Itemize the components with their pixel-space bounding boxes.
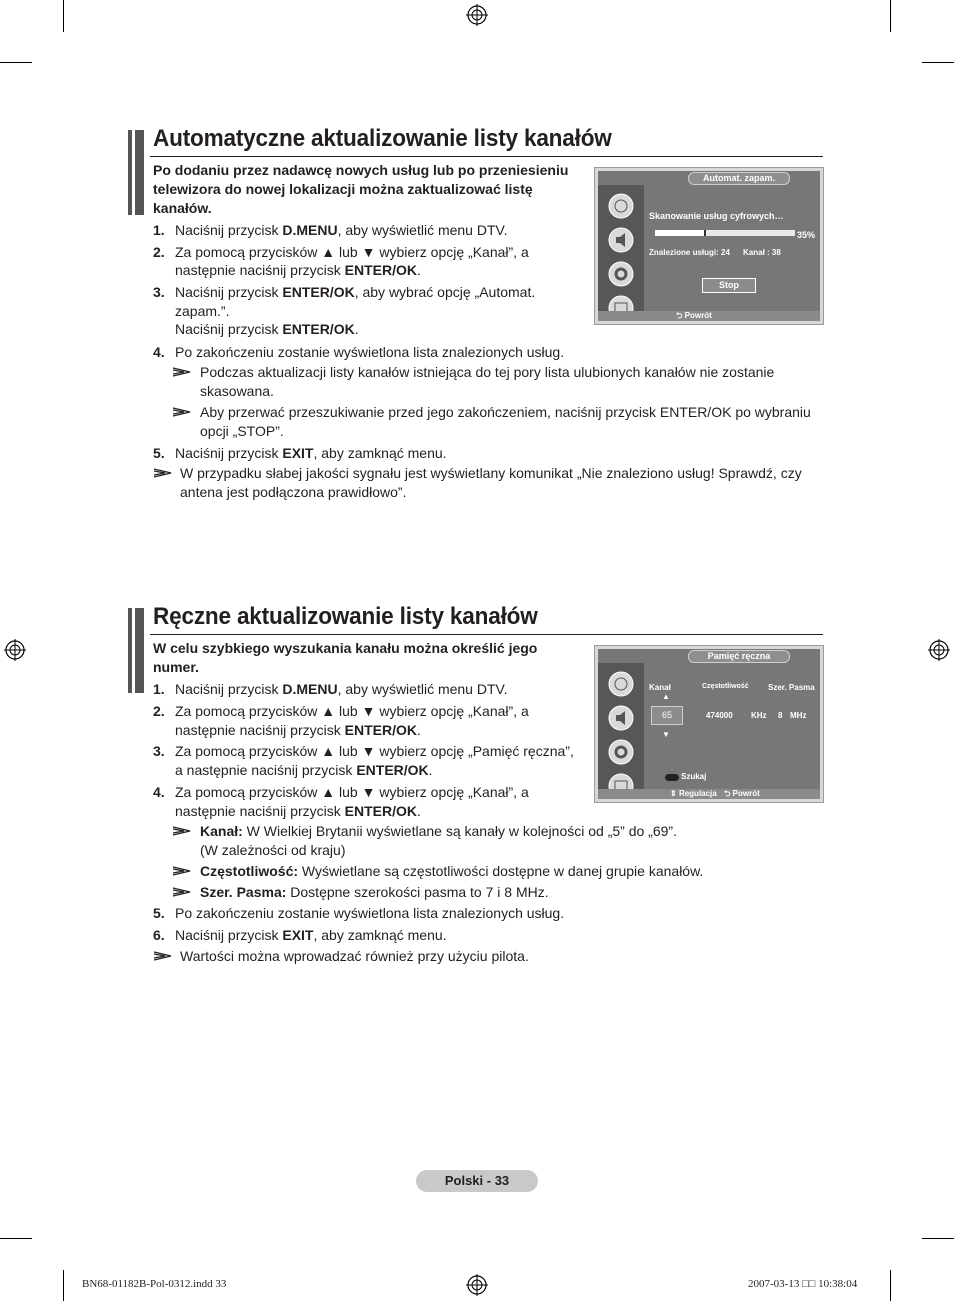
step-text: Naciśnij przycisk EXIT, aby zamknąć menu. [175,445,447,461]
intro-text: kanałów. [153,200,212,216]
osd-frequency-value: 474000 [706,711,733,720]
note-text: Wartości można wprowadzać również przy użyciu pilota. [180,948,529,964]
note-text: Częstotliwość: Wyświetlane są częstotliwości dostępne w danej grupie kanałów. [200,863,704,879]
intro-text: Po dodaniu przez nadawcę nowych usług lub po przeniesieniu [153,162,569,178]
step-number: 5. [153,445,165,461]
file-slug: BN68-01182B-Pol-0312.indd 33 [82,1278,227,1290]
picture-icon[interactable] [606,669,636,699]
osd-footer [598,311,820,321]
intro-text: telewizora do nowej lokalizacji można zaktualizować listę [153,181,533,197]
crop-mark [922,62,954,63]
osd-khz-unit: KHz [751,711,767,720]
step-text: Za pomocą przycisków ▲ lub ▼ wybierz opcję „Kanał”, a [175,784,529,800]
picture-icon[interactable] [606,191,636,221]
page-number: Polski - 33 [416,1170,538,1192]
note-arrow-icon [172,366,192,378]
crop-mark [890,0,891,32]
setup-gear-icon[interactable] [606,259,636,289]
note-text: Kanał: W Wielkiej Brytanii wyświetlane są kanały w kolejności od „5” do „69”. [200,823,677,839]
step-number: 1. [153,681,165,697]
note-arrow-icon [172,825,192,837]
note-arrow-icon [153,467,173,479]
step-number: 1. [153,222,165,238]
step-text: Za pomocą przycisków ▲ lub ▼ wybierz opcję „Pamięć ręczna”, [175,743,574,759]
step-number: 2. [153,703,165,719]
step-text: zapam.”. [175,303,230,319]
osd-mhz-unit: MHz [790,711,807,720]
osd-progress-percent: 35% [797,230,816,240]
section-marker [135,608,144,693]
crop-mark [63,1270,64,1301]
osd-progress-fill [655,230,706,236]
osd-sidebar [598,185,644,311]
osd-auto-store [594,167,824,325]
section-rule [150,156,823,157]
osd-channel-field[interactable]: 65 [651,706,683,725]
red-button-icon[interactable] [665,774,679,781]
section-marker [128,130,132,215]
step-number: 4. [153,344,165,360]
registration-mark-icon [466,1274,488,1296]
note-text: W przypadku słabej jakości sygnału jest wyświetlany komunikat „Nie znaleziono usług! Sprawdź, czy [180,465,802,481]
registration-mark-icon [928,639,950,661]
osd-col-channel: Kanał [649,683,671,692]
osd-back-hint: ⮌ Powrót [724,789,760,798]
crop-mark [0,1238,32,1239]
step-number: 6. [153,927,165,943]
updown-icon: ⇕ [670,789,679,798]
step-number: 4. [153,784,165,800]
crop-mark [63,0,64,32]
up-arrow-icon[interactable]: ▲ [662,692,670,701]
section-title: Automatyczne aktualizowanie listy kanałów [153,125,612,152]
step-text: Naciśnij przycisk D.MENU, aby wyświetlić menu DTV. [175,681,508,697]
osd-tab-title: Pamięć ręczna [688,650,790,663]
step-text: Za pomocą przycisków ▲ lub ▼ wybierz opcję „Kanał”, a [175,703,529,719]
step-text: Naciśnij przycisk D.MENU, aby wyświetlić menu DTV. [175,222,508,238]
step-text: następnie naciśnij przycisk ENTER/OK. [175,262,421,278]
date-slug: 2007-03-13 □□ 10:38:04 [748,1278,858,1290]
section-marker [128,608,132,693]
step-number: 3. [153,284,165,300]
step-text: Naciśnij przycisk ENTER/OK, aby wybrać opcję „Automat. [175,284,536,300]
step-text: następnie naciśnij przycisk ENTER/OK. [175,722,421,738]
step-text: Za pomocą przycisków ▲ lub ▼ wybierz opcję „Kanał”, a [175,244,529,260]
osd-found-services: Znalezione usługi: 24 [649,248,730,257]
osd-progress-bar [655,230,795,236]
registration-mark-icon [4,639,26,661]
osd-channel-value: Kanał : 38 [743,248,781,257]
note-text: Aby przerwać przeszukiwanie przed jego zakończeniem, naciśnij przycisk ENTER/OK po wybraniu [200,404,811,420]
step-number: 5. [153,905,165,921]
note-arrow-icon [172,865,192,877]
osd-adjust-hint: ⇕ Regulacja [670,789,717,798]
osd-sidebar [598,663,644,789]
osd-stop-button[interactable]: Stop [702,278,756,293]
note-text: antena jest podłączona prawidłowo”. [180,484,407,500]
crop-mark [922,1238,954,1239]
osd-back-hint: ⮌ Powrót [676,311,712,320]
osd-col-frequency: Częstotliwość [702,683,749,690]
osd-manual-store [594,645,824,803]
sound-icon[interactable] [606,703,636,733]
note-text: skasowana. [200,383,274,399]
step-text: Po zakończeniu zostanie wyświetlona lista znalezionych usług. [175,905,565,921]
osd-search-label[interactable]: Szukaj [681,772,707,781]
osd-col-bandwidth: Szer. Pasma [768,683,815,692]
sound-icon[interactable] [606,225,636,255]
down-arrow-icon[interactable]: ▼ [662,730,670,739]
step-number: 3. [153,743,165,759]
crop-mark [0,62,32,63]
section-title: Ręczne aktualizowanie listy kanałów [153,603,538,630]
osd-bandwidth-value: 8 [778,711,783,720]
note-text: Szer. Pasma: Dostępne szerokości pasma to 7 i 8 MHz. [200,884,549,900]
note-text: opcji „STOP”. [200,423,284,439]
osd-scan-text: Skanowanie usług cyfrowych… [649,211,784,221]
step-text: Naciśnij przycisk EXIT, aby zamknąć menu. [175,927,447,943]
note-arrow-icon [153,950,173,962]
setup-gear-icon[interactable] [606,737,636,767]
note-arrow-icon [172,406,192,418]
step-text: a następnie naciśnij przycisk ENTER/OK. [175,762,433,778]
crop-mark [890,1270,891,1301]
return-icon: ⮌ [724,789,733,798]
note-arrow-icon [172,886,192,898]
intro-text: numer. [153,659,199,675]
section-marker [135,130,144,215]
step-number: 2. [153,244,165,260]
note-text: (W zależności od kraju) [200,842,346,858]
note-text: Podczas aktualizacji listy kanałów istniejąca do tej pory lista ulubionych kanałów nie zostanie [200,364,775,380]
osd-tab-title: Automat. zapam. [688,172,790,185]
section-rule [150,634,823,635]
step-text: Po zakończeniu zostanie wyświetlona lista znalezionych usług. [175,344,565,360]
return-icon: ⮌ [676,311,685,320]
osd-footer [598,789,820,799]
step-text: Naciśnij przycisk ENTER/OK. [175,321,359,337]
step-text: następnie naciśnij przycisk ENTER/OK. [175,803,421,819]
intro-text: W celu szybkiego wyszukania kanału można określić jego [153,640,538,656]
registration-mark-icon [466,4,488,26]
